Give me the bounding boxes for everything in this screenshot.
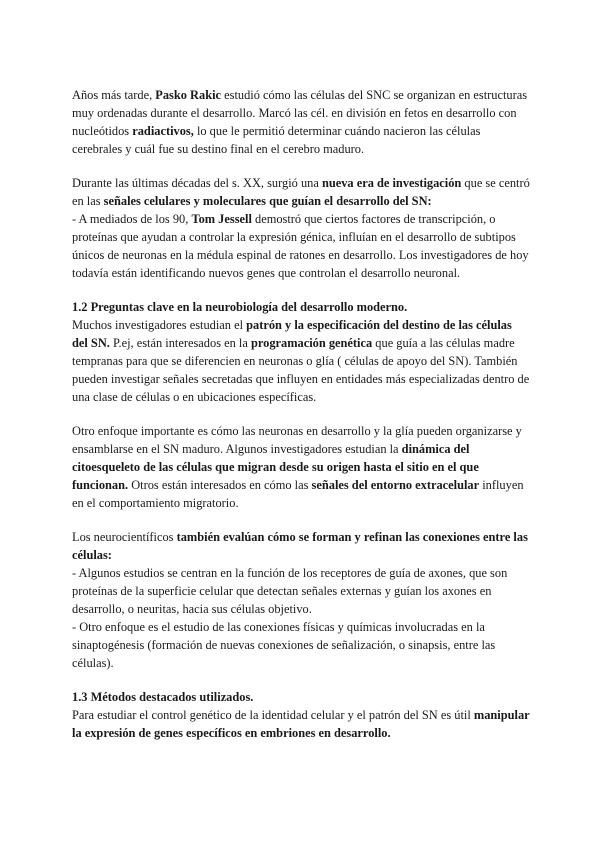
text: Muchos investigadores estudian el: [72, 318, 247, 332]
text: Los neurocientíficos: [72, 530, 177, 544]
bold-text: Tom Jessell: [191, 212, 252, 226]
text: Años más tarde,: [72, 88, 156, 102]
paragraph-connections: [72, 528, 530, 564]
text: Para estudiar el control genético de la identidad celular y el patrón del SN es útil: [72, 708, 474, 722]
document-page: [72, 86, 530, 742]
list-item-axon-guidance: - Algunos estudios se centran en la función de los receptores de guía de axones, que son proteínas de la superficie celular que detectan señales externas y guían los axones en desarrollo, o neuritas, hacia sus células objetivo.: [72, 566, 508, 616]
paragraph-methods: [72, 706, 530, 742]
paragraph-migration: [72, 422, 530, 512]
text: P.ej, están interesados en la: [109, 336, 251, 350]
text: Durante las últimas décadas del s. XX, surgió una: [72, 176, 322, 190]
text: lo que le permitió determinar cuándo nacieron las células cerebrales y cuál fue su destino final en el cerebro maduro.: [72, 124, 481, 156]
bold-text: programación genética: [250, 336, 373, 350]
section-heading-1-2: 1.2 Preguntas clave en la neurobiología del desarrollo moderno.: [72, 300, 408, 314]
bold-text: señales del entorno extracelular: [311, 478, 480, 492]
text: Otro enfoque importante es cómo las neuronas en desarrollo y la glía pueden organizarse y ensamblarse en el SN maduro. Algunos investigadores estudian la: [72, 424, 522, 456]
bold-text: señales celulares y moleculares que guían el desarrollo del SN:: [103, 194, 432, 208]
text: que guía a las células madre tempranas para que se diferencien en neuronas o glía ( células de apoyo del SN). También pueden investigar señales secretadas que influyen en entidades más especializadas dentro de una clase de células o en ubicaciones específicas.: [72, 336, 530, 404]
bold-text: Pasko Rakic: [155, 88, 222, 102]
text: que se centró en las: [72, 176, 530, 208]
text: influyen en el comportamiento migratorio.: [72, 478, 524, 510]
bold-text: nueva era de investigación: [321, 176, 462, 190]
bold-text: dinámica del citoesqueleto de las células que migran desde su origen hasta el sitio en el que funcionan.: [72, 442, 479, 492]
text: demostró que ciertos factores de transcripción, o proteínas que ayudan a controlar la expresión génica, influían en el desarrollo de subtipos únicos de neuronas en la médula espinal de ratones en desarrollo. Los investigadores de hoy todavía están identificando nuevos genes que controlan el desarrollo neuronal.: [72, 212, 529, 280]
paragraph-rakic: [72, 86, 530, 158]
text: - A mediados de los 90,: [72, 212, 192, 226]
paragraph-new-era: [72, 174, 530, 210]
bold-text: manipular la expresión de genes específicos en embriones en desarrollo.: [72, 708, 530, 740]
section-heading-1-3: 1.3 Métodos destacados utilizados.: [72, 690, 254, 704]
list-item-synaptogenesis: - Otro enfoque es el estudio de las conexiones físicas y químicas involucradas en la sinaptogénesis (formación de nuevas conexiones de señalización, o sinapsis, entre las células).: [72, 620, 496, 670]
bold-text: patrón y la especificación del destino de las células del SN.: [72, 318, 512, 350]
text: Otros están interesados en cómo las: [128, 478, 312, 492]
paragraph-jessell: [72, 210, 530, 282]
paragraph-pattern: [72, 316, 530, 406]
text: estudió cómo las células del SNC se organizan en estructuras muy ordenadas durante el desarrollo. Marcó las cél. en división en fetos en desarrollo con nucleótidos: [72, 88, 528, 138]
bold-text: también evalúan cómo se forman y refinan las conexiones entre las células:: [72, 530, 528, 562]
bold-text: radiactivos,: [132, 124, 194, 138]
